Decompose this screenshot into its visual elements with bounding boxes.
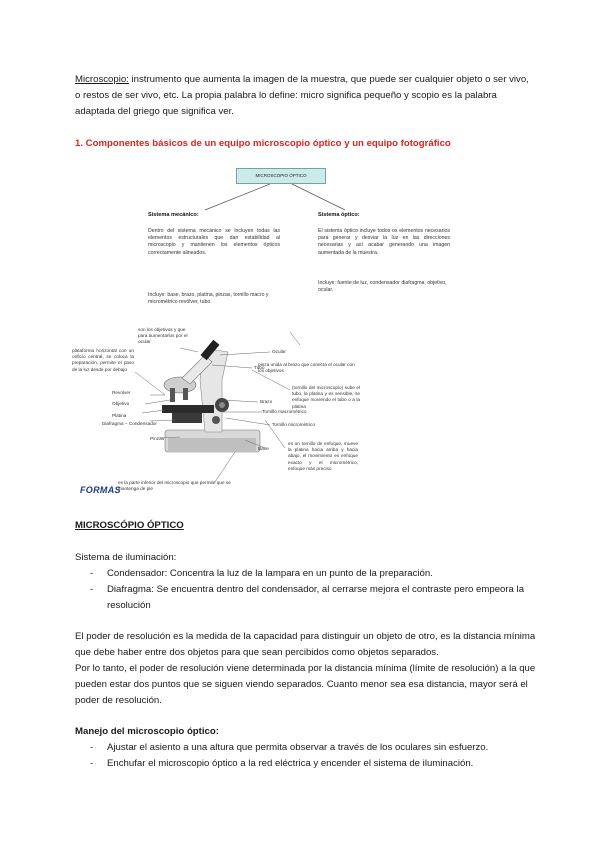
- mecanico-incluye: Incluye: base, brazo, platina, pinzas, tornillo macro y micrométrico revólver, tubo.: [148, 292, 269, 306]
- label-revolver: Revolver: [112, 390, 131, 395]
- resolucion-paragraph-2: Por lo tanto, el poder de resolución viene determinada por la distancia mínima (límite de resolución) a la que pueden estar dos puntos que se siguen viendo separados. Cuanto menor sea esa distancia, mayor será el poder de resolución.: [75, 663, 536, 706]
- ocular-note: son los objetivos y que para aumentarlos por el ocular: [138, 327, 188, 345]
- label-tubo: Tubo: [254, 365, 265, 370]
- resolucion-paragraph-1: El poder de resolución es la medida de la capacidad para distinguir un objeto de otro, es la distancia mínima que debe haber entre dos objetos para que sean percibidos como objetos separados.: [75, 631, 536, 658]
- mecanico-text: Dentro del sistema mecánico se incluyen todas las elementos estructurales que dan estabilidad al microscopio y mantienen los elementos ópticos correctamente alineados.: [148, 228, 280, 256]
- optico-text: El sistema óptico incluye todos os elementos necesarios para generar y desviar la luz en las direcciones necesarias y así acabar generando una imagen aumentada de la muestra.: [318, 228, 450, 256]
- manejo-item-text: Enchufar el microscopio óptico a la red eléctrica y encender el sistema de iluminación.: [107, 758, 474, 769]
- micro-note: es un tornillo de enfoque, mueve la platina hacia arriba y hacia abajo, el movimiento es enfoque exacto y el micrométrico, enfoque más preciso: [288, 441, 358, 471]
- label-brazo: Brazo: [260, 399, 273, 404]
- iluminacion-item-text: Condensador: Concentra la luz de la lampara en un punto de la preparación.: [107, 568, 433, 579]
- section-heading-components: 1. Componentes básicos de un equipo microscopio óptico y un equipo fotográfico: [75, 138, 451, 149]
- label-ocular: Ocular: [272, 349, 286, 354]
- optico-title: Sistema óptico:: [318, 212, 360, 218]
- bullet-dash: -: [90, 742, 94, 753]
- label-tornillo-macro: Tornillo macrométrico: [262, 409, 307, 414]
- macro-note: (tornillo del microscopio) sube el tubo, la platina y es sensible, se enfoque moviendo el tubo o a la platina: [292, 385, 360, 409]
- label-tornillo-micro: Tornillo micrométrico: [272, 422, 315, 427]
- bullet-dash: -: [90, 584, 94, 595]
- label-pinzas: Pinzas: [150, 436, 165, 441]
- formas-logo: FORMAS: [80, 485, 121, 495]
- section-heading-microscopio-optico: MICROSCÓPIO ÓPTICO: [75, 520, 184, 531]
- manejo-item-text: Ajustar el asiento a una altura que permita observar a través de los oculares sin esfuerzo.: [107, 742, 489, 753]
- diagram-root-node: MICROSCOPIO ÓPTICO: [236, 168, 326, 184]
- label-base: Base: [258, 446, 269, 451]
- label-platina: Platina: [112, 413, 127, 418]
- brazo-note: pieza unida al brazo que conecta el ocular con los objetivos: [258, 362, 355, 374]
- iluminacion-title: Sistema de iluminación:: [75, 552, 177, 563]
- iluminacion-item-text: Diafragma: Se encuentra dentro del condensador, al cerrarse mejora el contraste pero empeora la resolución: [107, 584, 525, 611]
- mecanico-title: Sistema mecánico:: [148, 212, 199, 218]
- base-note: es la parte inferior del microscopio que permite que se mantenga de pie: [118, 480, 231, 492]
- optico-incluye: Incluye: fuente de luz, condensador diafragma, objetivo, ocular.: [318, 280, 447, 294]
- platina-note: plataforma horizontal con un orificio central, se coloca la preparación, permite el paso de la luz desde por debajo: [72, 348, 134, 372]
- intro-term: Microscopio:: [75, 74, 129, 85]
- bullet-dash: -: [90, 758, 94, 769]
- manejo-title: Manejo del microscopio óptico:: [75, 726, 219, 737]
- intro-definition: instrumento que aumenta la imagen de la muestra, que puede ser cualquier objeto o ser vivo, o restos de ser vivo, etc. La propia palabra lo define: micro significa pequeño y scopio es la palabra adaptada del griego que significa ver.: [75, 74, 529, 117]
- label-objetivo: Objetivo: [112, 401, 130, 406]
- bullet-dash: -: [90, 568, 94, 579]
- microscope-illustration: [162, 340, 260, 452]
- label-diafragma: Diafragma – Condensador: [102, 421, 157, 426]
